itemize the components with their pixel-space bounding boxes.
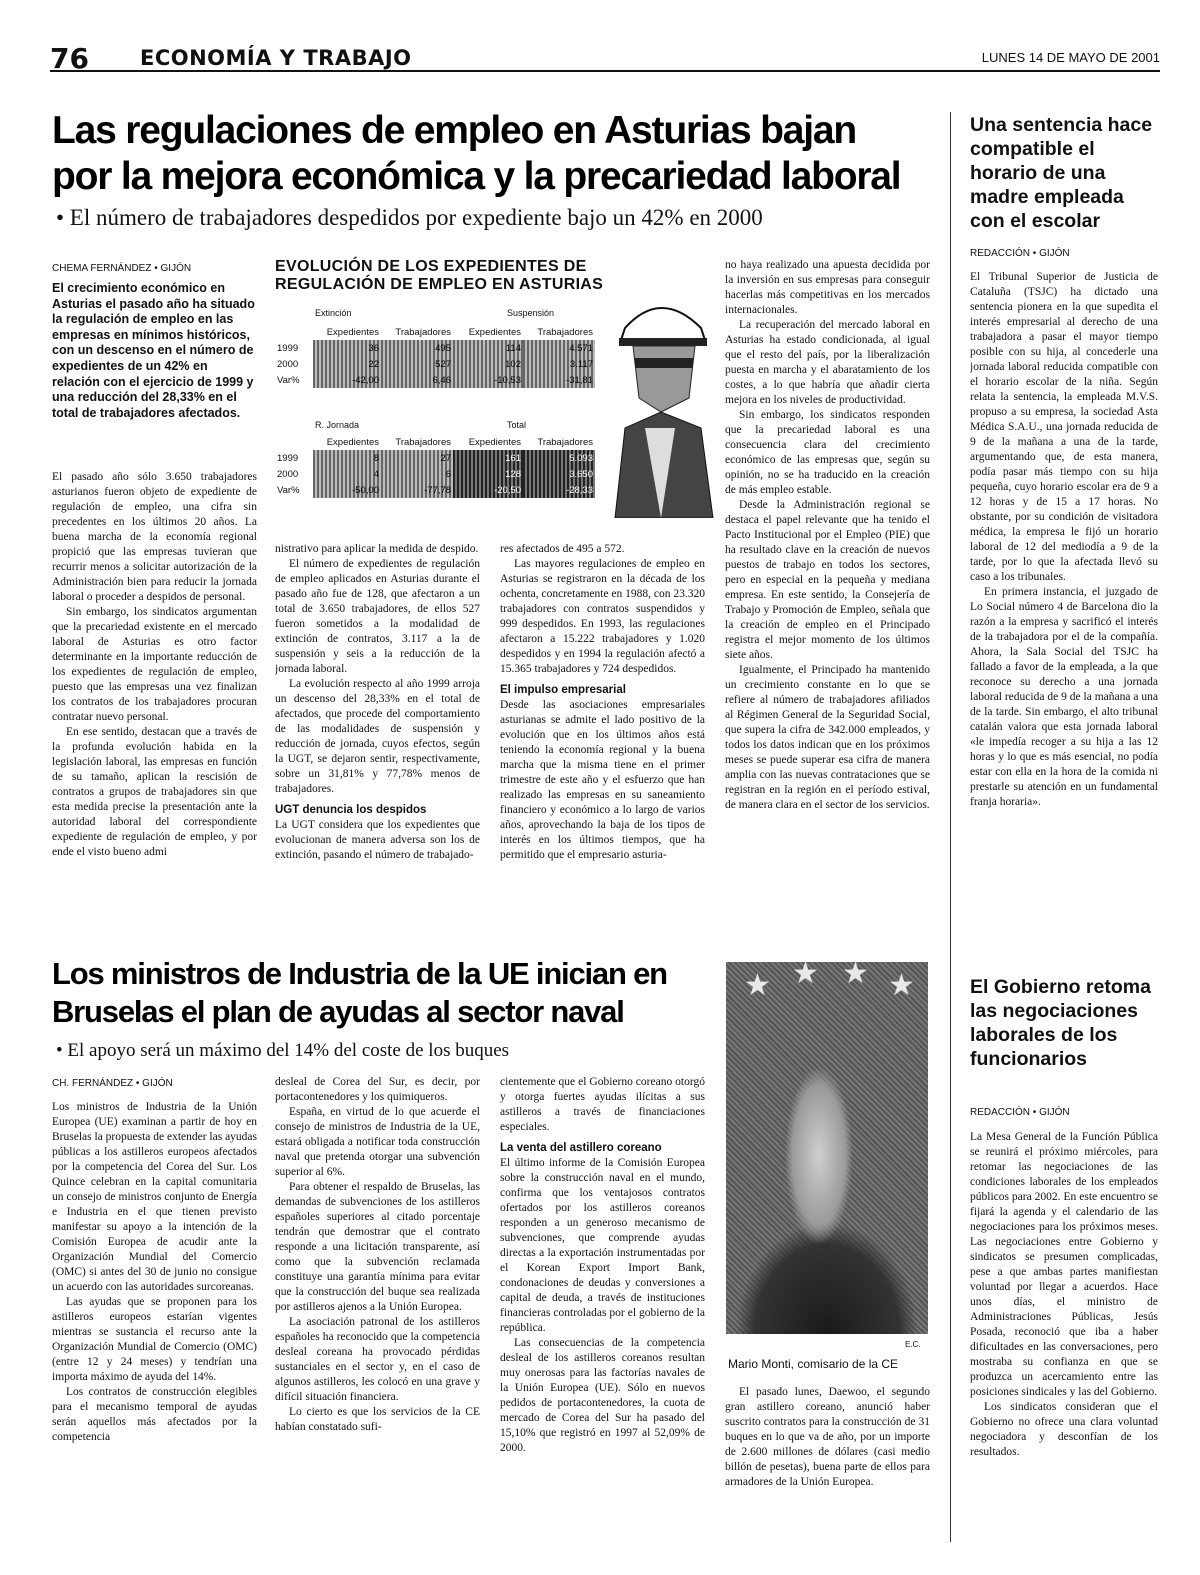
paragraph: El último informe de la Comisión Europea sobre la construcción naval en el mundo, confirma que los ventajosos contratos ofertados por los astilleros coreanos responden a un generoso mecanismo de subvenciones, que comprende ayudas directas a la exportación instrumentadas por el Korean Export Import Bank, condonaciones de deudas y conversiones a capital de deuda, a través de instituciones financieras controladas por el gobierno de la república. [500, 1157, 705, 1334]
col-head: Expedientes [468, 436, 521, 448]
group-label-suspension: Suspensión [507, 308, 555, 318]
article1-lede: El crecimiento económico en Asturias el pasado año ha situado la regulación de empleo en las empresas en mínimos históricos, con un descenso en el número de expedientes de un 42% en relación con el ejercicio de 1999 y una reducción del 28,33% en el total de trabajadores afectados. [52, 281, 255, 420]
value-cell: 161 [453, 450, 523, 466]
value-cell: -28,33 [523, 482, 595, 498]
col-head: Trabajadores [395, 326, 451, 338]
paragraph: El pasado año sólo 3.650 trabajadores asturianos fueron objeto de expediente de regulación de empleo, una cifra sin precedentes en los últimos 20 años. La buena marcha de la economía regional propició que las empresas tuvieran que recurrir menos a solicitar autorización de la Administración bien para reducir la jornada laboral o proceder a despidos de personal. [52, 471, 257, 603]
article1-subheadline: • El número de trabajadores despedidos por expediente bajo un 42% en 2000 [56, 205, 763, 230]
paragraph: Sin embargo, los sindicatos responden que la precariedad laboral es una consecuencia clara del crecimiento económico de las empresas que, según su opinión, no se ha traducido en la creación de más empleo estable. [725, 409, 930, 496]
subhead: El impulso empresarial [500, 684, 626, 696]
value-cell: -10,53 [453, 372, 523, 388]
sidebar2-byline: REDACCIÓN • GIJÓN [970, 1107, 1070, 1118]
chart-table-bottom [275, 434, 595, 498]
paragraph: El número de expedientes de regulación de empleo aplicados en Asturias durante el pasado año fue de 128, que afectaron a un total de 3.650 trabajadores, de ellos 527 fueron sometidos a la modalidad de extinción de contratos, 3.117 a la de suspensión y seis a la reducción de la jornada laboral. [275, 558, 480, 675]
table-row [275, 340, 595, 356]
col-head: Expedientes [326, 436, 379, 448]
page-header [50, 42, 1160, 75]
col-head: Trabajadores [537, 326, 593, 338]
paragraph: Las mayores regulaciones de empleo en Asturias se registraron en la década de los ochenta, concretamente en 1988, con 23.320 trabajadores con contratos suspendidos y 999 despedidos. En 1993, las regulaciones afectaron a 15.222 trabajadores y 1.020 despedidos y en 1994 la regulación afectó a 15.365 trabajadores y 724 despedidos. [500, 558, 705, 675]
article1-byline: CHEMA FERNÁNDEZ • GIJÓN [52, 263, 192, 274]
col-head: Trabajadores [395, 436, 451, 448]
group-label-total: Total [507, 420, 527, 430]
table-row [275, 466, 595, 482]
worker-illustration [605, 288, 717, 518]
sidebar2-headline: El Gobierno retoma las negociaciones laborales de los funcionarios [970, 976, 1151, 1070]
group-label-extincion: Extinción [315, 308, 352, 318]
table-row [275, 450, 595, 466]
value-cell: 22 [313, 356, 381, 372]
row-label: Var% [277, 374, 300, 386]
paragraph: La asociación patronal de los astilleros españoles ha reconocido que la competencia desleal coreana ha provocado pérdidas sustanciales en el sector y, en el caso de algunos astilleros, les colocó en una grave y difícil situación financiera. [275, 1316, 480, 1403]
value-cell: 6 [381, 466, 453, 482]
paragraph: La Mesa General de la Función Pública se reunirá el próximo miércoles, para retomar las negociaciones de las condiciones laborales de los empleados públicos para 2002. En este encuentro se fijará la agenda y el calendario de las negociaciones para los próximos meses. Las negociaciones entre Gobierno y sindicatos se presumen complicadas, pese a que ambas partes manifiestan voluntad por llegar a acuerdos. Hace unos días, el ministro de Administraciones Públicas, Jesús Posada, reconoció que iba a haber dificultades en las conversaciones, pero mostraba su confianza en que se produzca un acercamiento entre las posiciones sindicales y las del Gobierno. [970, 1131, 1158, 1398]
row-label: 2000 [277, 358, 299, 370]
table-row [275, 372, 595, 388]
value-cell: 114 [453, 340, 523, 356]
article1-col2 [275, 542, 480, 940]
value-cell: 495 [381, 340, 453, 356]
paragraph: En primera instancia, el juzgado de Lo Social número 4 de Barcelona dio la razón a la empresa y sacrificó el interés de la trabajadora por el de la compañía. Ahora, la Sala Social del TSJC ha fallado a favor de la empleada, a la que reconoce su derecho a una jornada laboral reducida de 9 de la mañana a una de la tarde. Sin embargo, el alto tribunal catalán valora que esta jornada laboral «le impedía recoger a su hija a las 12 horas y lo que es más esencial, no podía estar con ella en la hora de la comida ni prestarle su atención en un fundamental franja horaria». [970, 586, 1158, 808]
col-head: Expedientes [326, 326, 379, 338]
value-cell: 102 [453, 356, 523, 372]
row-label: 1999 [277, 452, 299, 464]
paragraph: Los ministros de Industria de la Unión Europea (UE) examinan a partir de hoy en Bruselas la propuesta de extender las ayudas públicas a los astilleros europeos afectados por la competencia del Corea del Sur. Los Quince celebran en la capital comunitaria un consejo de ministros conjunto de Energía e Industria en el que tienen previsto manifestar su apoyo a la intención de la Comisión Europea de acudir ante la Organización Mundial del Comercio (OMC) si antes del 30 de junio no consigue un acuerdo con las autoridades surcoreanas. [52, 1101, 257, 1293]
paragraph: Para obtener el respaldo de Bruselas, las demandas de subvenciones de los astilleros españoles superiores al citado porcentaje tendrán que demostrar que el contrato responde a una licitación transparente, así como que la subvención reclamada constituye una garantía mínima para evitar que la construcción del buque sea realizada por astilleros ajenos a la Unión Europea. [275, 1181, 480, 1313]
value-cell: 36 [313, 340, 381, 356]
row-label: 2000 [277, 468, 299, 480]
paragraph: La recuperación del mercado laboral en Asturias ha estado condicionada, al igual que el resto del país, por la liberalización puesta en marcha y el abaratamiento de los costes, a lo que habría que añadir cierta mejora en los niveles de productividad. [725, 319, 930, 406]
row-label: Var% [277, 484, 300, 496]
paragraph: Desde la Administración regional se destaca el papel relevante que ha tenido el Pacto Institucional por el Empleo (PIE) que ha resultado clave en la creación de nuevos puestos de trabajo en todos los sectores, pero en especial en la pequeña y mediana empresa. En este sentido, la Consejería de Trabajo y Promoción de Empleo, señala que la creación de empleo en el Principado registra el mejor momento de los últimos siete años. [725, 499, 930, 661]
subhead: UGT denuncia los despidos [275, 804, 427, 816]
value-cell: 6,46 [381, 372, 453, 388]
article2-col2 [275, 1075, 480, 1540]
column-divider [950, 112, 951, 1542]
value-cell: 3.650 [523, 466, 595, 482]
expedientes-chart [275, 258, 715, 540]
table-row [275, 356, 595, 372]
value-cell: -20,50 [453, 482, 523, 498]
paragraph: España, en virtud de lo que acuerde el consejo de ministros de Industria de la UE, estará obligada a notificar toda construcción naval que pretenda otorgar una subvención superior al 6%. [275, 1106, 480, 1178]
eu-star-icon: ★ [792, 956, 819, 991]
col-head: Expedientes [468, 326, 521, 338]
headline-line: Las regulaciones de empleo en Asturias bajan [52, 109, 857, 152]
value-cell: -50,00 [313, 482, 381, 498]
paragraph: Desde las asociaciones empresariales asturianas se admite el lado positivo de la evolución que en los últimos años está teniendo la economía regional y la buena marcha que la misma tiene en el primer trimestre de este año y el esfuerzo que han realizado las empresas en su saneamiento financiero y económico a lo largo de varios años, aprovechando la baja de los tipos de interés en los últimos tiempos, que ha permitido que el empresario asturia- [500, 699, 705, 861]
subhead: La venta del astillero coreano [500, 1142, 662, 1154]
chart-title-line: REGULACIÓN DE EMPLEO EN ASTURIAS [275, 276, 604, 293]
paragraph: En ese sentido, destacan que a través de la profunda evolución habida en la legislación laboral, las empresas en función de su tamaño, aplican la rescisión de contratos a grupos de trabajadores sin que esta medida precise la presentación ante la autoridad laboral del correspondiente expediente de regulación de empleo, y por ende el visto bueno admi [52, 726, 257, 858]
paragraph: Lo cierto es que los servicios de la CE habían constatado sufi- [275, 1406, 480, 1433]
article2-subheadline: • El apoyo será un máximo del 14% del coste de los buques [56, 1040, 510, 1061]
paragraph: La UGT considera que los expedientes que evolucionan de manera adversa son los de extinción, pasando el número de trabajado- [275, 819, 480, 861]
sidebar1-body [970, 270, 1158, 955]
value-cell: 128 [453, 466, 523, 482]
paragraph: Igualmente, el Principado ha mantenido un crecimiento constante en lo que se refiere al número de trabajadores afiliados al Régimen General de la Seguridad Social, que supera la cifra de 342.000 empleados, y todos los datos indican que en los próximos meses se puede superar esa cifra de manera amplia con las nuevas contrataciones que se registran en la región en el período estival, de manera clara en el sector de los servicios. [725, 664, 930, 811]
group-label-rjornada: R. Jornada [315, 420, 360, 430]
issue-date: LUNES 14 DE MAYO DE 2001 [981, 50, 1160, 65]
article2-byline: CH. FERNÁNDEZ • GIJÓN [52, 1078, 173, 1089]
eu-star-icon: ★ [842, 956, 869, 991]
value-cell: 4 [313, 466, 381, 482]
eu-star-icon: ★ [888, 968, 915, 1003]
value-cell: -42,00 [313, 372, 381, 388]
article2-col1 [52, 1100, 257, 1540]
value-cell: -77,78 [381, 482, 453, 498]
section-title: ECONOMÍA Y TRABAJO [140, 46, 412, 70]
value-cell: 5.093 [523, 450, 595, 466]
chart-title-line: EVOLUCIÓN DE LOS EXPEDIENTES DE [275, 258, 587, 275]
article2-headline [52, 955, 712, 1031]
article1-col3 [500, 542, 705, 940]
paragraph: El Tribunal Superior de Justicia de Cataluña (TSJC) ha dictado una sentencia pionera en la que supedita el interés empresarial al derecho de una trabajadora a pasar el mayor tiempo posible con su hija, al concederle una jornada laboral reducida compatible con el horario escolar de la niña. Según relata la sentencia, la empleada M.V.S. propuso a su empresa, la sociedad Asta Médica S.A.U., una jornada reducida de 9 de la mañana a una de la tarde, argumentando que, de esta manera, podía pasar más tiempo con su hija pequeña, cuyo horario escolar era de 9 a 12 horas y de 15 a 17 horas. No obstante, por su condición de visitadora médica, la empresa le fijó un horario laboral de 12 del mediodía a 9 de la tarde, por lo que la afectada llevó su caso a los tribunales. [970, 271, 1158, 583]
paragraph: nistrativo para aplicar la medida de despido. [275, 543, 479, 555]
value-cell: 4.571 [523, 340, 595, 356]
col-head: Trabajadores [537, 436, 593, 448]
row-label: 1999 [277, 342, 299, 354]
article2-col3 [500, 1075, 705, 1540]
paragraph: Las ayudas que se proponen para los astilleros europeos estarían vigentes mientras se sustancia el recurso ante la Organización Mundial de Comercio (OMC) (entre 12 y 24 meses) y tendrían una importa máximo de ayuda del 14%. [52, 1296, 257, 1383]
value-cell: 8 [313, 450, 381, 466]
headline-line: Los ministros de Industria de la UE inician en [52, 956, 667, 991]
paragraph: no haya realizado una apuesta decidida por la inversión en sus empresas para conseguir hacerlas más competitivas en los mercados internacionales. [725, 259, 930, 316]
headline-line: por la mejora económica y la precariedad laboral [52, 155, 901, 198]
value-cell: -31,81 [523, 372, 595, 388]
sidebar1-byline: REDACCIÓN • GIJÓN [970, 248, 1070, 259]
headline-line: Bruselas el plan de ayudas al sector naval [52, 994, 624, 1029]
article2-col4 [725, 1385, 930, 1540]
chart-table-top [275, 324, 595, 388]
paragraph: Las consecuencias de la competencia desleal de los astilleros coreanos resultan muy onerosas para las factorías navales de la Unión Europea (UE). Sólo en nuevos pedidos de portacontenedores, la cuota de mercado de Corea del Sur ha pasado del 15,10% que registró en 1997 al 52,09% de 2000. [500, 1337, 705, 1454]
paragraph: La evolución respecto al año 1999 arroja un descenso del 28,33% en el total de afectados, que procede del comportamiento de las modalidades de suspensión y reducción de jornada, cuyos efectos, según la UGT, se dejaron sentir, respectivamente, sobre un 31,81% y 77,78% menos de trabajadores. [275, 678, 480, 795]
sidebar2-body [970, 1130, 1158, 1540]
paragraph: desleal de Corea del Sur, es decir, por portacontenedores y los quimiqueros. [275, 1076, 480, 1103]
table-row [275, 482, 595, 498]
value-cell: 3.117 [523, 356, 595, 372]
photo-caption: Mario Monti, comisario de la CE [728, 1357, 899, 1371]
article1-col4 [725, 258, 930, 940]
article1-headline [52, 108, 932, 200]
value-cell: 27 [381, 450, 453, 466]
monti-photo [726, 956, 928, 1334]
paragraph: res afectados de 495 a 572. [500, 543, 625, 555]
paragraph: El pasado lunes, Daewoo, el segundo gran astillero coreano, anunció haber suscrito contratos para la construcción de 31 buques en lo que va de año, por un importe de 2.600 millones de dólares (casi medio billón de pesetas), buena parte de ellos para armadores de la Unión Europea. [725, 1386, 930, 1488]
value-cell: 527 [381, 356, 453, 372]
sidebar1-headline: Una sentencia hace compatible el horario de una madre empleada con el escolar [970, 114, 1153, 232]
paragraph: Sin embargo, los sindicatos argumentan que la precariedad existente en el mercado laboral de Asturias es otro factor determinante en la importante reducción de los expedientes de regulación de empleo, puesto que las empresas una vez finalizan los contratos de los trabajadores procuran contratar nuevo personal. [52, 606, 257, 723]
paragraph: Los sindicatos consideran que el Gobierno no ofrece una clara voluntad negociadora y desconfían de los resultados. [970, 1401, 1158, 1458]
paragraph: cientemente que el Gobierno coreano otorgó y otorga fuertes ayudas ilícitas a sus astilleros a través de financiaciones especiales. [500, 1076, 705, 1133]
paragraph: Los contratos de construcción elegibles para el mecanismo temporal de ayudas serán aquellos más afectados por la competencia [52, 1386, 257, 1443]
page-number: 76 [50, 42, 89, 75]
eu-star-icon: ★ [744, 968, 771, 1003]
photo-credit: E.C. [905, 1340, 921, 1349]
article1-col1 [52, 470, 257, 940]
